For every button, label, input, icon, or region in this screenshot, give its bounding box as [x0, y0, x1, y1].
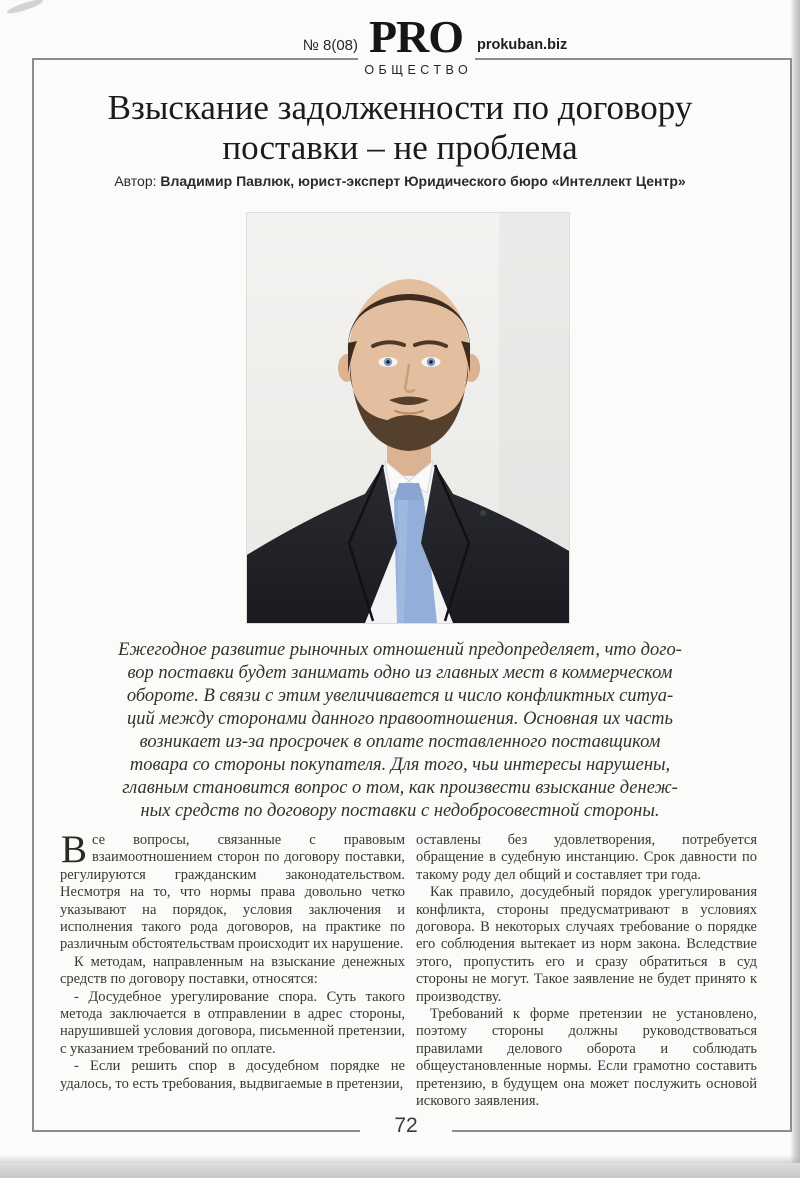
article-title-line1: Взыскание задолженности по договору [107, 88, 693, 127]
lead-line: Ежегодное развитие рыночных отношений предопределяет, что дого- [118, 640, 682, 660]
logo-sub-text: ОБЩЕСТВО [364, 63, 473, 77]
lead-line: обороте. В связи с этим увеличивается и число конфликтных ситуа- [126, 686, 674, 706]
author-label: Автор: [114, 173, 161, 189]
lead-paragraph [40, 639, 760, 823]
lead-line: ных средств по договору поставки с недобросовестной стороны. [140, 801, 660, 821]
frame-line-top-left [32, 58, 358, 60]
article-title [55, 88, 745, 168]
paragraph [60, 828, 405, 954]
lead-line: главным становится вопрос о том, как произвести взыскание денеж- [122, 778, 678, 798]
scan-edge-shadow-bottom [0, 1155, 800, 1163]
scan-smudge [6, 0, 44, 16]
paragraph-text: се вопросы, связанные с правовым взаимоотношением сторон по договору поставки, регулируются гражданским законодательством. Несмотря на то, что нормы права довольно четко указывают на порядок, условия заключения и исполнения такого рода договоров, на практике по различным обстоятельствам происходит их нарушение. [60, 832, 405, 953]
lead-line: товара со стороны покупателя. Для того, чьи интересы нарушены, [129, 755, 671, 775]
paragraph: - Досудебное урегулирование спора. Суть такого метода заключается в отправлении в адрес стороны, нарушившей условия договора, письменной претензии, с указанием требований по оплате. [60, 988, 405, 1057]
author-photo [246, 212, 570, 624]
frame-line-bottom-right [452, 1130, 792, 1132]
lead-line: возникает из-за просрочек в оплате поставленного поставщиком [139, 732, 661, 752]
article-title-line2: поставки – не проблема [222, 128, 578, 167]
paragraph: - Если решить спор в досудебном порядке не удалось, то есть требования, выдвигаемые в претензии, [60, 1058, 405, 1092]
page-number: 72 [394, 1114, 418, 1137]
author-portrait-illustration [247, 213, 569, 623]
paragraph: оставлены без удовлетворения, потребуется обращение в судебную инстанцию. Срок давности по такому роду дел общий и составляет три года. [416, 832, 757, 883]
body-columns [60, 828, 757, 1111]
body-column-left [60, 828, 405, 1111]
drop-cap: В [61, 828, 88, 871]
author-line [55, 173, 745, 189]
lead-line: вор поставки будет занимать одно из главных мест в коммерческом [127, 663, 673, 683]
website-url: prokuban.biz [477, 37, 568, 53]
frame-line-bottom-left [32, 1130, 360, 1132]
paragraph: Требований к форме претензии не установлено, поэтому стороны должны руководствоваться правилами делового оборота и соблюдать общеустановленные нормы. Если грамотно составить претензию, в будущем она может послужить основой искового заявления. [416, 1006, 757, 1110]
frame-line-top-right [475, 58, 792, 60]
lead-line: ций между сторонами данного правоотношения. Основная их часть [127, 709, 673, 729]
paragraph: Как правило, досудебный порядок урегулирования конфликта, стороны предусматривают в условиях договора. В некоторых случаях требование о порядке его соблюдения вытекает из норм закона. Вследствие этого, пропустить его и сразу обратиться в суд стороны не могут. Такое заявление не будет принято к производству. [416, 884, 757, 1005]
author-name: Владимир Павлюк, юрист-эксперт Юридического бюро «Интеллект Центр» [160, 173, 686, 189]
frame-line-left [32, 58, 34, 1132]
body-column-right [416, 832, 757, 1111]
scan-edge-bottom [0, 1163, 800, 1178]
paragraph: К методам, направленным на взыскание денежных средств по договору поставки, относятся: [60, 953, 405, 988]
logo-main-text: PRO [368, 11, 464, 62]
issue-number: № 8(08) [302, 37, 358, 54]
frame-line-right [790, 58, 792, 1132]
magazine-logo [355, 11, 477, 77]
